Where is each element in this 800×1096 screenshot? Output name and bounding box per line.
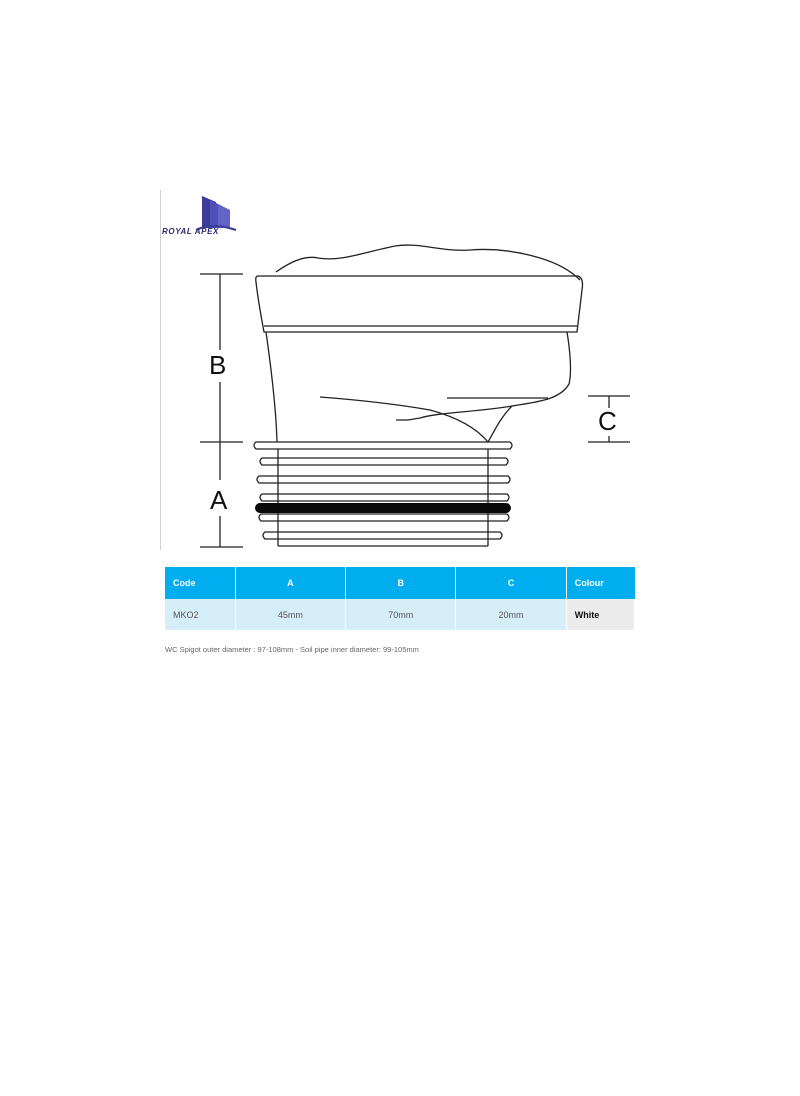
header-b: B [346,567,456,599]
header-colour: Colour [566,567,634,599]
header-code: Code [165,567,235,599]
spec-table [165,567,635,630]
header-a: A [235,567,345,599]
cell-c: 20mm [456,599,566,630]
dimension-a-label: A [210,485,228,515]
cell-colour: White [566,599,634,630]
o-ring-seal [255,503,511,513]
cell-b: 70mm [346,599,456,630]
header-c: C [456,567,566,599]
dimension-c-label: C [598,406,617,436]
spigot-note: WC Spigot outer diameter : 97-108mm - Soil pipe inner diameter: 99-105mm [165,645,419,654]
table-row [165,599,635,630]
cell-a: 45mm [235,599,345,630]
spec-table-header [165,567,635,599]
cell-code: MKO2 [165,599,235,630]
dimension-b-label: B [209,350,227,380]
brand-name: ROYAL APEX [162,227,219,236]
